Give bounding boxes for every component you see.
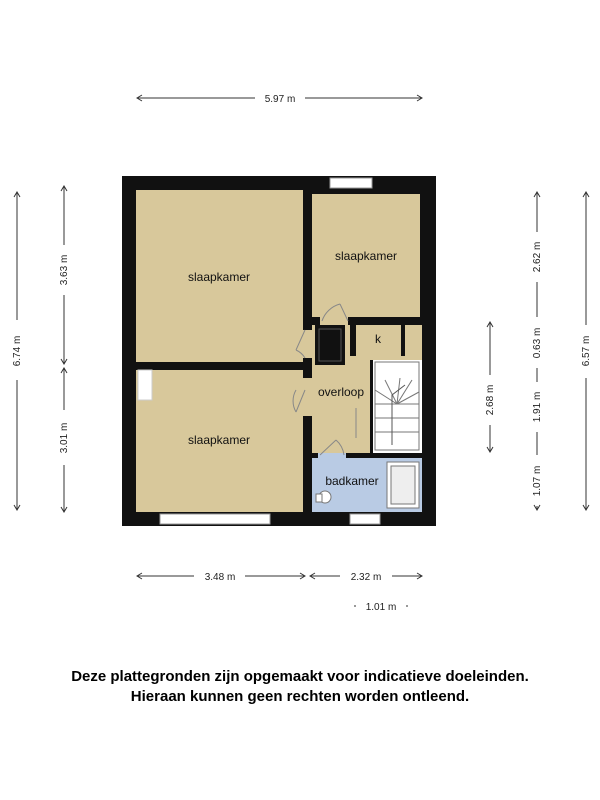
dim-left-total-height: 6.74 m bbox=[12, 335, 23, 367]
room-label-storage: k bbox=[375, 332, 381, 346]
dim-stair-height: 2.68 m bbox=[485, 384, 496, 416]
dim-right-upper-height: 2.62 m bbox=[532, 241, 543, 273]
disclaimer-line-1: Deze plattegronden zijn opgemaakt voor indicatieve doeleinden. bbox=[71, 668, 529, 685]
dim-top-width: 5.97 m bbox=[264, 94, 296, 105]
dim-bottom-small-width: 1.01 m bbox=[365, 602, 397, 613]
dim-bottom-left-width: 3.48 m bbox=[204, 572, 236, 583]
door-gap-bathroom bbox=[318, 453, 346, 458]
shaft-inner bbox=[319, 329, 341, 361]
wall-stair-left bbox=[370, 360, 373, 453]
room-label-bedroom-bottom: slaapkamer bbox=[187, 433, 251, 447]
door-gap-bottom-bedroom bbox=[303, 378, 312, 416]
door-gap-right-bedroom bbox=[320, 317, 348, 325]
wall-bedroom-split bbox=[132, 362, 312, 370]
dim-right-bottom-height: 1.07 m bbox=[532, 465, 543, 497]
dim-right-mid-height: 0.63 m bbox=[532, 327, 543, 359]
dim-bottom-right-width: 2.32 m bbox=[350, 572, 382, 583]
door-gap-top-bedroom bbox=[303, 330, 312, 358]
staircase bbox=[375, 362, 419, 450]
dim-left-upper-height: 3.63 m bbox=[59, 254, 70, 286]
dim-left-lower-height: 3.01 m bbox=[59, 422, 70, 454]
disclaimer-line-2: Hieraan kunnen geen rechten worden ontleend. bbox=[130, 688, 470, 705]
dim-right-total-height: 6.57 m bbox=[581, 335, 592, 367]
room-label-bedroom-top: slaapkamer bbox=[187, 270, 251, 284]
room-label-bathroom: badkamer bbox=[325, 474, 379, 488]
room-label-landing: overloop bbox=[317, 385, 365, 399]
storage-wall-right bbox=[401, 323, 405, 356]
storage-wall bbox=[350, 323, 356, 356]
room-label-bedroom-right: slaapkamer bbox=[334, 249, 398, 263]
dim-right-lower-height: 1.91 m bbox=[532, 391, 543, 423]
